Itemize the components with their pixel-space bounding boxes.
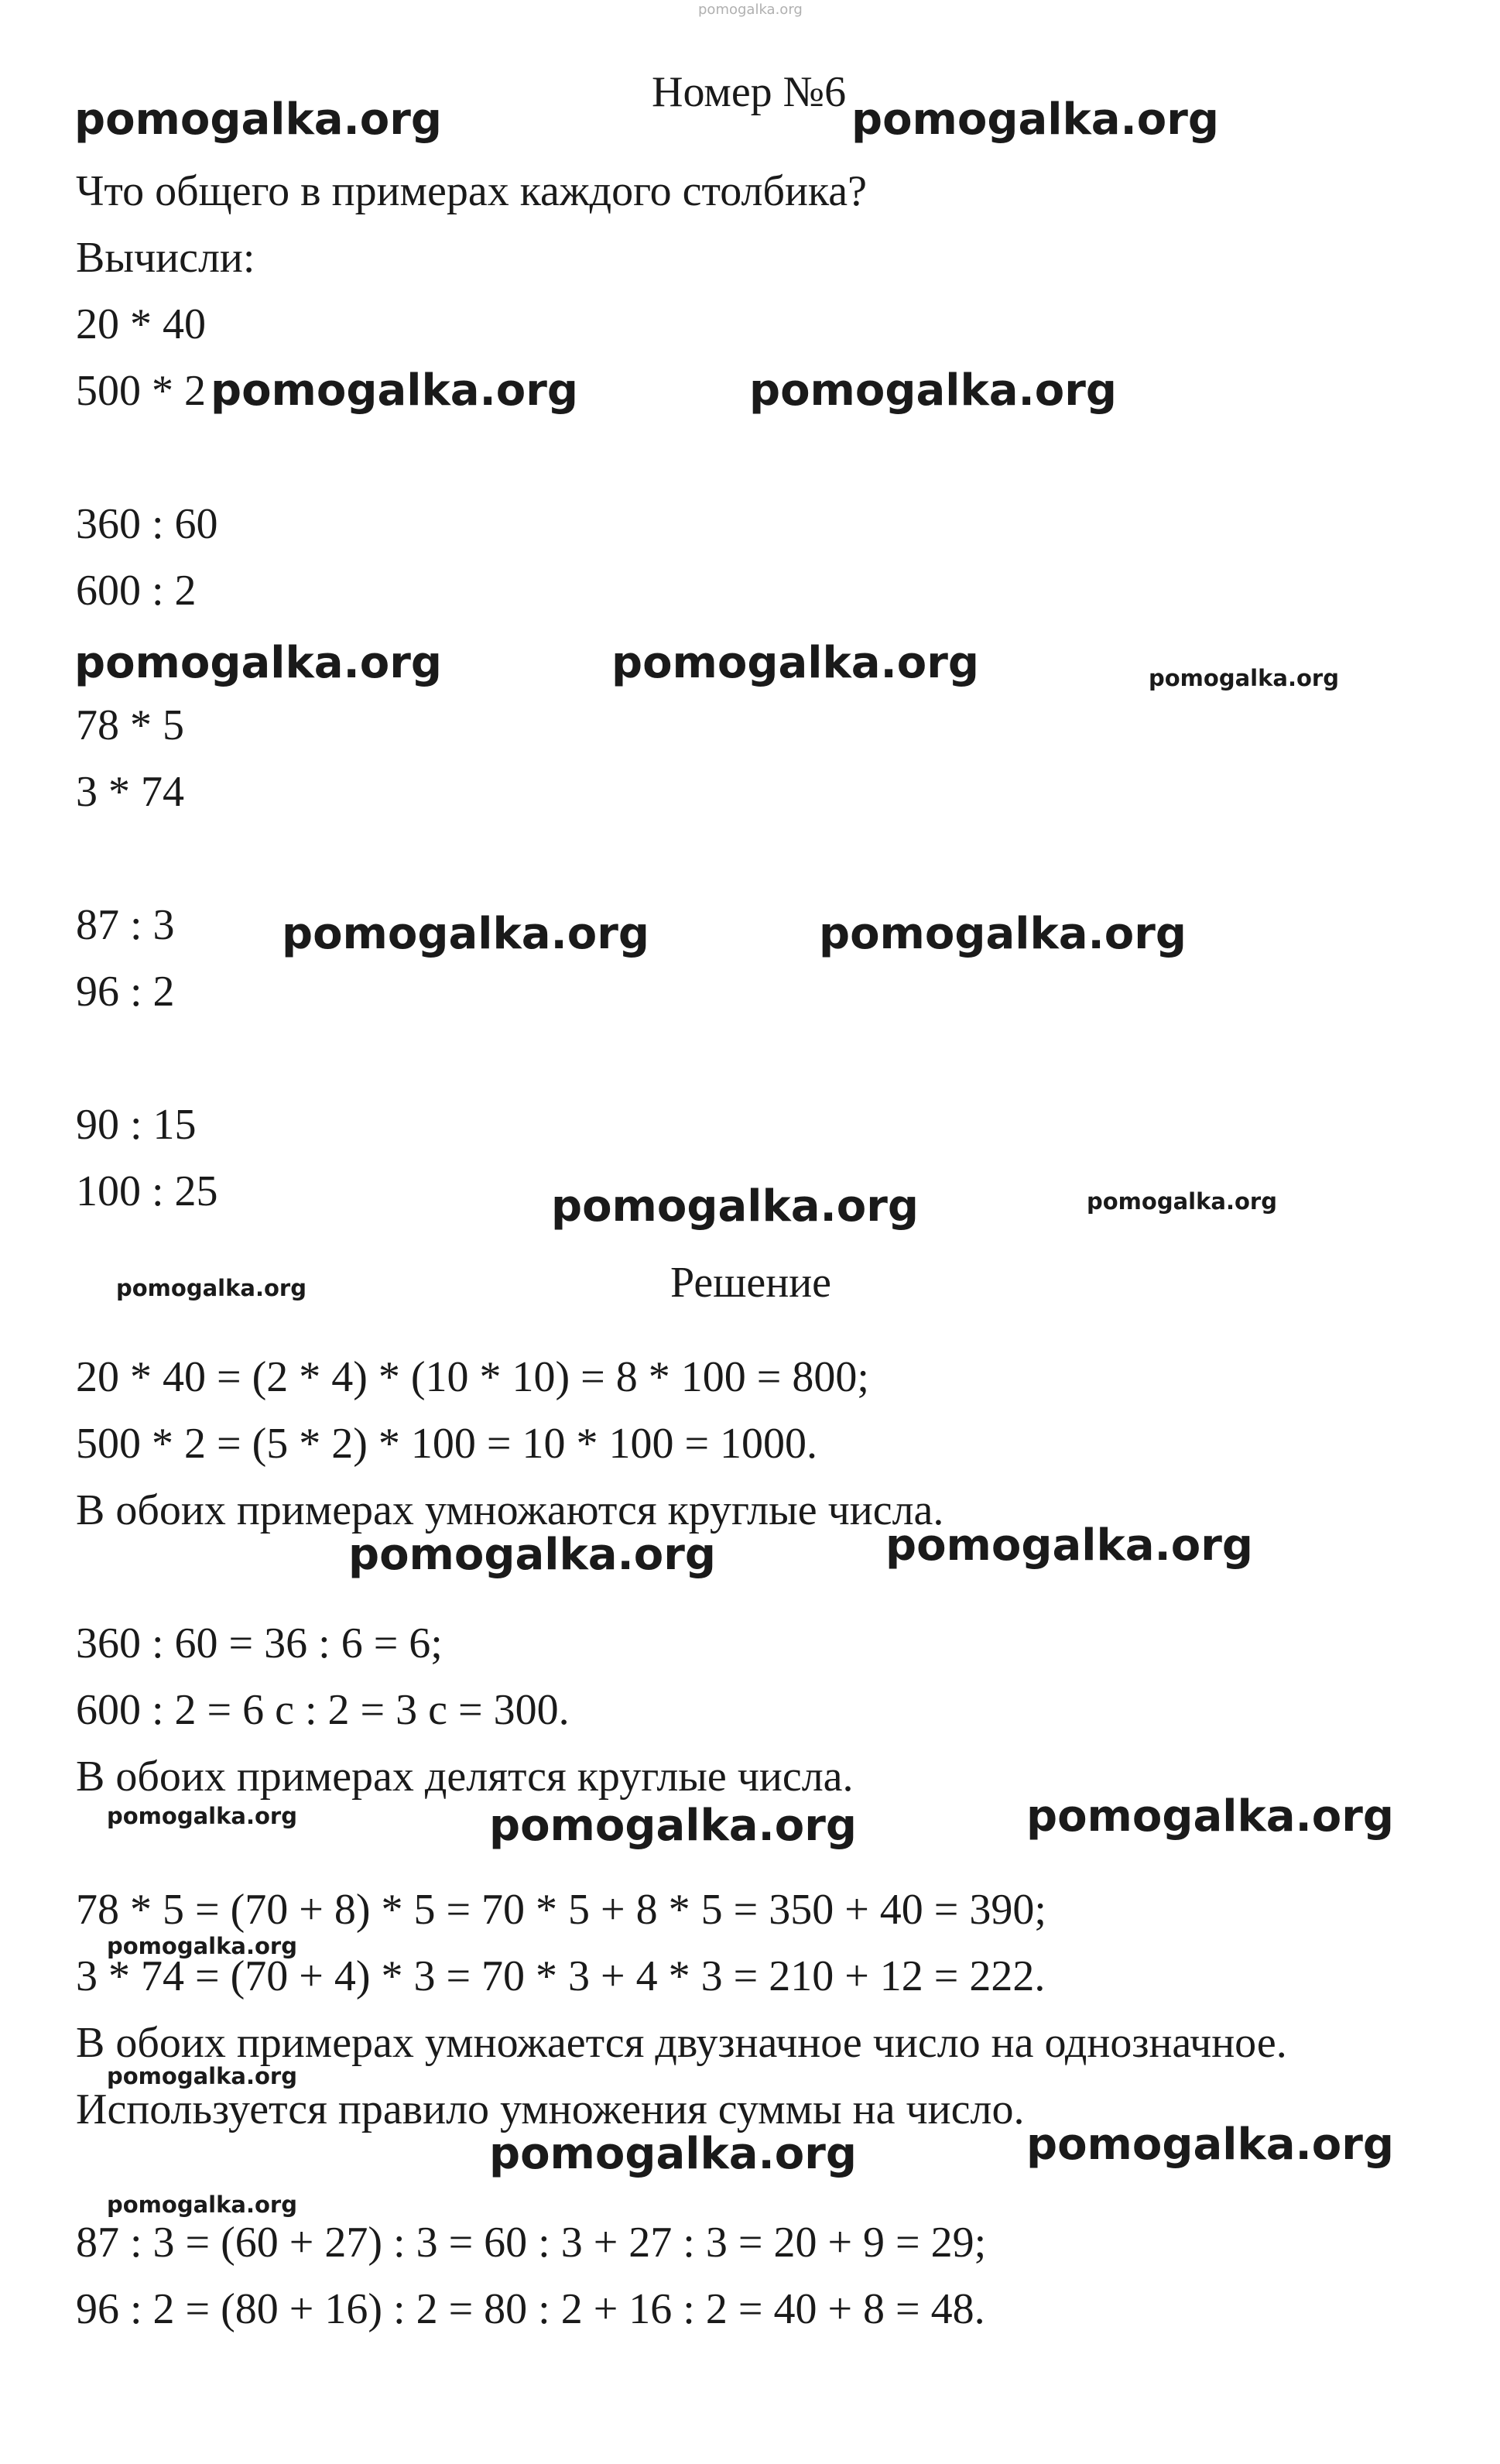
example-line: 600 : 2 (76, 567, 197, 615)
example-line: 500 * 2 (76, 367, 206, 415)
watermark: pomogalka.org (1026, 1791, 1394, 1842)
watermark: pomogalka.org (107, 1933, 297, 1959)
watermark: pomogalka.org (611, 638, 979, 688)
page-title: Номер №6 (652, 68, 847, 116)
watermark: pomogalka.org (489, 2129, 857, 2179)
solution-line: 78 * 5 = (70 + 8) * 5 = 70 * 5 + 8 * 5 = 350 + 40 = 390; (76, 1886, 1046, 1934)
solution-line: 360 : 60 = 36 : 6 = 6; (76, 1619, 443, 1667)
task-instruction: Вычисли: (76, 234, 255, 282)
watermark: pomogalka.org (107, 2192, 297, 2218)
watermark: pomogalka.org (74, 94, 442, 145)
solution-line: 20 * 40 = (2 * 4) * (10 * 10) = 8 * 100 = 800; (76, 1353, 869, 1401)
watermark: pomogalka.org (74, 638, 442, 688)
watermark: pomogalka.org (885, 1520, 1253, 1571)
solution-line: 87 : 3 = (60 + 27) : 3 = 60 : 3 + 27 : 3 = 20 + 9 = 29; (76, 2219, 987, 2267)
watermark: pomogalka.org (107, 2063, 297, 2089)
solution-line: 3 * 74 = (70 + 4) * 3 = 70 * 3 + 4 * 3 = 210 + 12 = 222. (76, 1952, 1046, 2000)
solution-line: 96 : 2 = (80 + 16) : 2 = 80 : 2 + 16 : 2 = 40 + 8 = 48. (76, 2285, 985, 2333)
example-line: 87 : 3 (76, 901, 175, 949)
watermark: pomogalka.org (1149, 665, 1339, 691)
watermark: pomogalka.org (749, 365, 1117, 416)
example-line: 3 * 74 (76, 768, 184, 816)
watermark: pomogalka.org (282, 909, 649, 959)
solution-line: 500 * 2 = (5 * 2) * 100 = 10 * 100 = 1000. (76, 1420, 818, 1468)
watermark: pomogalka.org (851, 94, 1219, 145)
example-line: 20 * 40 (76, 300, 206, 348)
solution-line: В обоих примерах умножаются круглые числа. (76, 1486, 944, 1534)
watermark: pomogalka.org (107, 1803, 297, 1829)
watermark: pomogalka.org (819, 909, 1187, 959)
watermark: pomogalka.org (1087, 1188, 1277, 1215)
solution-line: Используется правило умножения суммы на число. (76, 2085, 1025, 2133)
watermark-top: pomogalka.org (698, 2, 803, 18)
watermark: pomogalka.org (551, 1181, 919, 1232)
example-line: 96 : 2 (76, 968, 175, 1016)
solution-line: В обоих примерах делятся круглые числа. (76, 1753, 854, 1801)
task-question: Что общего в примерах каждого столбика? (76, 167, 867, 215)
example-line: 90 : 15 (76, 1101, 197, 1149)
example-line: 360 : 60 (76, 500, 218, 548)
watermark: pomogalka.org (211, 365, 578, 416)
solution-heading: Решение (670, 1259, 832, 1307)
solution-line: 600 : 2 = 6 с : 2 = 3 с = 300. (76, 1686, 570, 1734)
solution-line: В обоих примерах умножается двузначное число на однозначное. (76, 2019, 1287, 2067)
watermark: pomogalka.org (1026, 2120, 1394, 2170)
watermark: pomogalka.org (116, 1275, 307, 1301)
example-line: 78 * 5 (76, 701, 184, 749)
watermark: pomogalka.org (489, 1801, 857, 1851)
watermark: pomogalka.org (348, 1530, 716, 1580)
example-line: 100 : 25 (76, 1167, 218, 1215)
